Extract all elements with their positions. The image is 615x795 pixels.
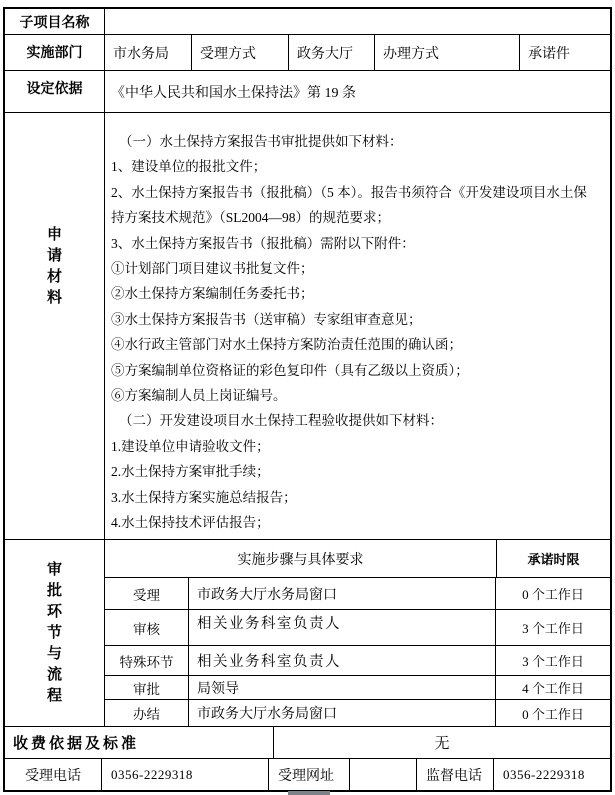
basis-value: 《中华人民共和国水土保持法》第 19 条 [104,71,610,112]
materials-content [104,113,610,539]
handle-mode-value: 承诺件 [519,35,610,70]
materials-line: 1.建设单位申请验收文件； [111,438,270,454]
step-time: 0 个工作日 [495,700,610,726]
fee-value: 无 [273,727,610,758]
materials-line: 3、水土保持方案报告书（报批稿）需附以下附件： [111,235,415,251]
materials-line: 2.水土保持方案审批手续； [111,464,270,480]
process-row-approve [105,675,610,699]
materials-line: ②水土保持方案编制任务委托书； [111,286,314,302]
materials-label-char: 材 [46,269,62,285]
process-timelimit-header: 承诺时限 [496,540,610,577]
process-label-char: 批 [46,582,62,599]
materials-line: 3.水土保持方案实施总结报告； [111,489,297,505]
process-row-special [105,645,610,675]
process-label-char: 环 [46,603,62,620]
step-name: 审批 [133,681,160,697]
materials-line: （一）水土保持方案报告书审批提供如下材料： [119,134,403,149]
handle-mode-label: 办理方式 [374,35,519,70]
materials-label-char: 申 [46,227,62,243]
process-label [5,540,104,726]
website-value [349,759,416,790]
step-time: 3 个工作日 [495,610,610,645]
process-row-finish [105,699,610,726]
materials-line: 2、水土保持方案报告书（报批稿）（5 本）。报告书须符合《开发建设项目水土保 [111,184,587,200]
subproject-label: 子项目名称 [19,15,90,31]
fee-label: 收费依据及标准 [13,736,140,752]
supervision-label: 监督电话 [416,759,493,790]
supervision-phone-value: 0356-2229318 [493,759,610,790]
step-requirement: 局领导 [188,676,495,699]
step-time: 0 个工作日 [495,578,610,609]
step-time: 4 个工作日 [495,676,610,699]
materials-line: 持方案技术规范》（SL2004—98）的规范要求； [111,210,391,226]
scrollbar-thumb-fragment[interactable] [288,791,330,795]
step-name: 办结 [133,707,160,722]
materials-label [5,113,104,539]
row-subproject [5,9,610,34]
materials-line: ①计划部门项目建议书批复文件； [111,261,314,277]
materials-label-char: 请 [46,248,62,264]
accept-mode-value: 政务大厅 [288,35,374,70]
step-requirement: 市政务大厅水务局窗口 [188,700,495,726]
process-row-accept [105,577,610,609]
process-label-char: 与 [46,645,62,662]
basis-label: 设定依据 [26,82,83,97]
materials-line: 4.水土保持技术评估报告； [111,515,270,531]
row-process [5,539,610,726]
materials-line: ④水行政主管部门对水土保持方案防治责任范围的确认函； [111,337,462,353]
materials-line: ③水土保持方案报告书（送审稿）专家组审查意见； [111,311,422,327]
row-materials [5,112,610,539]
approval-item-table [3,7,612,792]
step-name: 特殊环节 [119,654,174,670]
materials-label-char: 料 [46,290,62,306]
step-time: 3 个工作日 [495,646,610,675]
website-label: 受理网址 [268,759,349,790]
process-label-char: 流 [46,666,62,683]
process-subtable [104,540,610,726]
phone-value: 0356-2229318 [101,759,268,790]
row-contact [5,758,610,790]
process-label-char: 程 [46,687,62,704]
dept-label: 实施部门 [26,46,83,61]
process-label-char: 节 [46,624,62,641]
phone-label: 受理电话 [25,768,81,784]
accept-mode-label: 受理方式 [191,35,288,70]
subproject-value [104,9,610,34]
row-basis [5,70,610,112]
process-label-char: 审 [46,561,62,578]
step-name: 受理 [133,587,160,603]
materials-line: 1、建设单位的报批文件； [111,159,267,175]
step-requirement: 相关业务科室负责人 [188,610,495,645]
row-fee [5,726,610,758]
row-department [5,34,610,70]
process-steps-header: 实施步骤与具体要求 [237,552,364,568]
materials-line: ⑥方案编制人员上岗证编号。 [111,388,287,404]
step-name: 审核 [133,621,160,637]
process-header-row [105,540,610,577]
step-requirement: 市政务大厅水务局窗口 [188,578,495,609]
process-row-review [105,609,610,645]
step-requirement: 相关业务科室负责人 [188,646,495,675]
materials-line: ⑤方案编制单位资格证的彩色复印件（具有乙级以上资质）； [111,362,469,378]
dept-value: 市水务局 [104,35,191,70]
materials-line: （二）开发建设项目水土保持工程验收提供如下材料： [119,413,443,429]
